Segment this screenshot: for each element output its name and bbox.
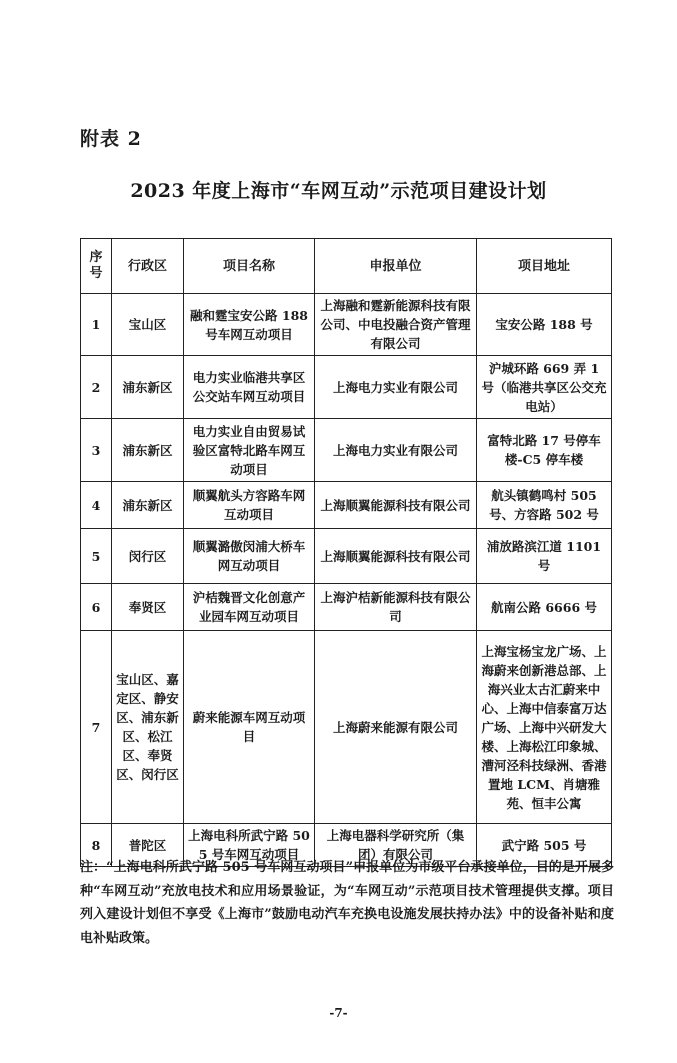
- cell-address: 航南公路 6666 号: [477, 584, 612, 631]
- cell-address: 航头镇鹤鸣村 505 号、方容路 502 号: [477, 482, 612, 529]
- table-row: [81, 482, 612, 529]
- table-row: [81, 631, 612, 824]
- cell-district: 浦东新区: [112, 419, 184, 482]
- cell-district: 奉贤区: [112, 584, 184, 631]
- cell-project-name: 电力实业临港共享区公交站车网互动项目: [184, 356, 315, 419]
- cell-no: 2: [81, 356, 112, 419]
- page-title: 2023 年度上海市“车网互动”示范项目建设计划: [130, 180, 547, 202]
- cell-project-name: 顺翼航头方容路车网互动项目: [184, 482, 315, 529]
- cell-no: 6: [81, 584, 112, 631]
- attachment-label: 附表 2: [80, 128, 142, 150]
- cell-address: 沪城环路 669 弄 1 号（临港共享区公交充电站）: [477, 356, 612, 419]
- cell-address: 浦放路滨江道 1101 号: [477, 529, 612, 584]
- cell-project-name: 上海电科所武宁路 505 号车网互动项目: [184, 824, 315, 867]
- table-header-row: [81, 239, 612, 294]
- table-row: [81, 419, 612, 482]
- cell-district: 宝山区、嘉定区、静安区、浦东新区、松江区、奉贤区、闵行区: [112, 631, 184, 824]
- header-project-name: 项目名称: [184, 239, 315, 294]
- cell-no: 8: [81, 824, 112, 867]
- cell-address: 武宁路 505 号: [477, 824, 612, 867]
- cell-applicant: 上海蔚来能源有限公司: [315, 631, 477, 824]
- cell-applicant: 上海沪桔新能源科技有限公司: [315, 584, 477, 631]
- cell-no: 4: [81, 482, 112, 529]
- cell-no: 5: [81, 529, 112, 584]
- cell-project-name: 融和霆宝安公路 188 号车网互动项目: [184, 294, 315, 356]
- header-district: 行政区: [112, 239, 184, 294]
- cell-project-name: 电力实业自由贸易试验区富特北路车网互动项目: [184, 419, 315, 482]
- cell-applicant: 上海电力实业有限公司: [315, 419, 477, 482]
- header-no: 序号: [81, 239, 112, 294]
- table-row: [81, 294, 612, 356]
- cell-district: 普陀区: [112, 824, 184, 867]
- cell-applicant: 上海电器科学研究所（集团）有限公司: [315, 824, 477, 867]
- cell-no: 3: [81, 419, 112, 482]
- cell-applicant: 上海电力实业有限公司: [315, 356, 477, 419]
- cell-address: 上海宝杨宝龙广场、上海蔚来创新港总部、上海兴业太古汇蔚来中心、上海中信泰富万达广场、上海中兴研发大楼、上海松江印象城、漕河泾科技绿洲、香港置地 LCM、肖塘雅苑、恒丰公寓: [477, 631, 612, 824]
- cell-district: 宝山区: [112, 294, 184, 356]
- page-number: -7-: [329, 1006, 348, 1020]
- table-row: [81, 584, 612, 631]
- cell-no: 1: [81, 294, 112, 356]
- cell-project-name: 顺翼潞傲闵浦大桥车网互动项目: [184, 529, 315, 584]
- header-applicant: 申报单位: [315, 239, 477, 294]
- cell-district: 浦东新区: [112, 482, 184, 529]
- cell-address: 宝安公路 188 号: [477, 294, 612, 356]
- cell-applicant: 上海顺翼能源科技有限公司: [315, 482, 477, 529]
- cell-no: 7: [81, 631, 112, 824]
- cell-applicant: 上海顺翼能源科技有限公司: [315, 529, 477, 584]
- header-address: 项目地址: [477, 239, 612, 294]
- cell-address: 富特北路 17 号停车楼-C5 停车楼: [477, 419, 612, 482]
- table-row: [81, 356, 612, 419]
- project-plan-table: [80, 238, 612, 867]
- cell-applicant: 上海融和霆新能源科技有限公司、中电投融合资产管理有限公司: [315, 294, 477, 356]
- cell-district: 闵行区: [112, 529, 184, 584]
- table-footnote: 注：“上海电科所武宁路 505 号车网互动项目”申报单位为市级平台承接单位，目的是开展多种“车网互动”充放电技术和应用场景验证，为“车网互动”示范项目技术管理提供支撑。项目列入建设计划但不享受《上海市”鼓励电动汽车充换电设施发展扶持办法》中的设备补贴和度电补贴政策。: [80, 860, 614, 946]
- cell-project-name: 沪桔魏晋文化创意产业园车网互动项目: [184, 584, 315, 631]
- cell-district: 浦东新区: [112, 356, 184, 419]
- table-row: [81, 529, 612, 584]
- cell-project-name: 蔚来能源车网互动项目: [184, 631, 315, 824]
